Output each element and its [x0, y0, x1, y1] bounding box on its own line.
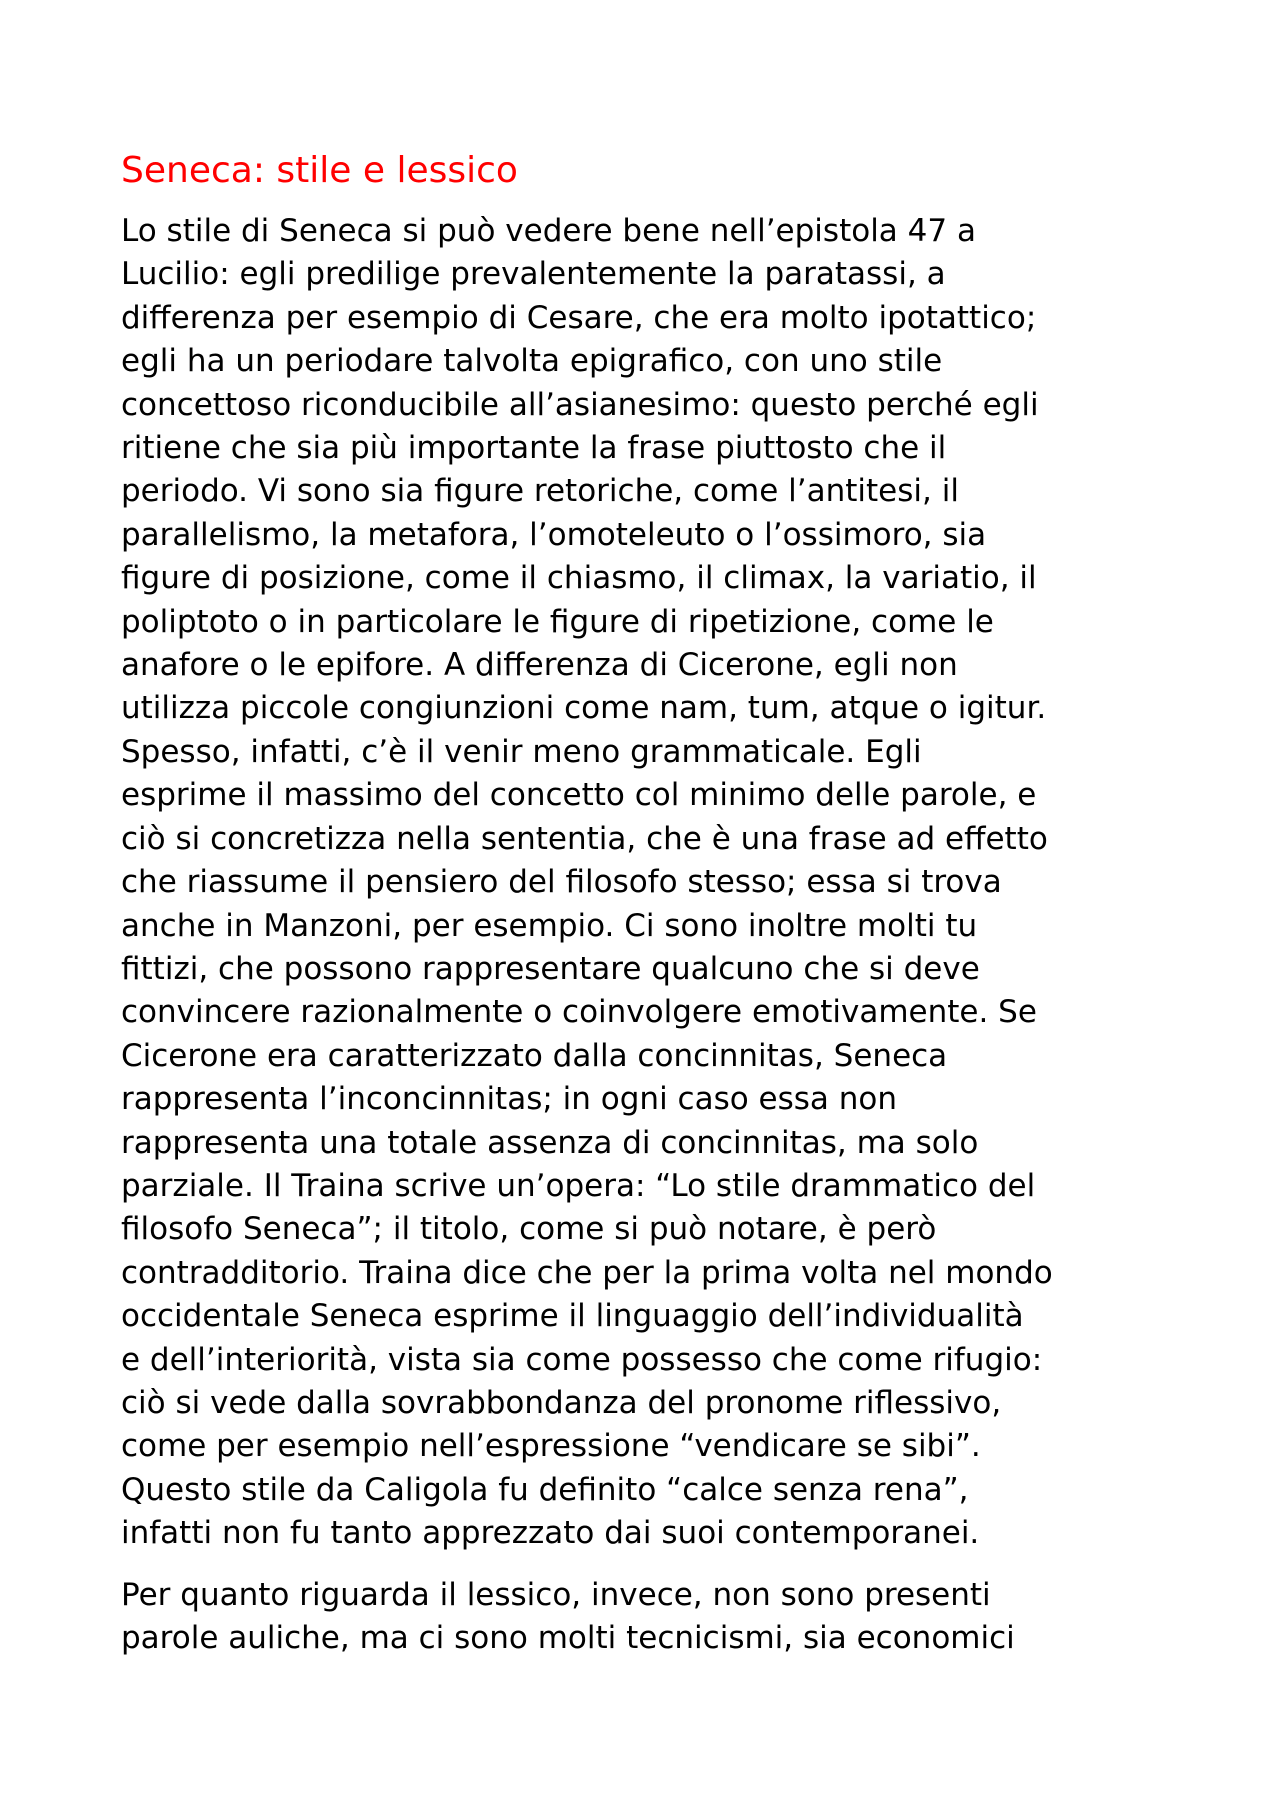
text-line: e dell’interiorità, vista sia come possesso che come rifugio: — [121, 1341, 1043, 1378]
text-line: ciò si concretizza nella sententia, che è una frase ad effetto — [121, 820, 1048, 857]
paragraph — [121, 1574, 1181, 1661]
text-line: Lucilio: egli predilige prevalentemente la paratassi, a — [121, 256, 946, 293]
text-line: anche in Manzoni, per esempio. Ci sono inoltre molti tu — [121, 907, 978, 944]
text-line: fittizi, che possono rappresentare qualcuno che si deve — [121, 950, 980, 987]
text-line: differenza per esempio di Cesare, che era molto ipotattico; — [121, 299, 1037, 336]
text-line: Per quanto riguarda il lessico, invece, non sono presenti — [121, 1576, 991, 1613]
text-line: utilizza piccole congiunzioni come nam, tum, atque o igitur. — [121, 690, 1047, 727]
text-line: Lo stile di Seneca si può vedere bene nell’epistola 47 a — [121, 213, 976, 249]
text-line: periodo. Vi sono sia figure retoriche, come l’antitesi, il — [121, 473, 959, 510]
document-title: Seneca: stile e lessico — [121, 150, 518, 191]
text-line: parole auliche, ma ci sono molti tecnicismi, sia economici — [121, 1620, 1015, 1656]
text-line: ciò si vede dalla sovrabbondanza del pronome riflessivo, — [121, 1384, 1002, 1421]
text-line: come per esempio nell’espressione “vendicare se sibi”. — [121, 1428, 981, 1465]
text-line: infatti non fu tanto apprezzato dai suoi contemporanei. — [121, 1515, 980, 1552]
text-line: Questo stile da Caligola fu definito “calce senza rena”, — [121, 1471, 969, 1508]
text-line: occidentale Seneca esprime il linguaggio dell’individualità — [121, 1298, 1024, 1335]
text-line: figure di posizione, come il chiasmo, il climax, la variatio, il — [121, 560, 1037, 597]
text-line: che riassume il pensiero del filosofo stesso; essa si trova — [121, 864, 1002, 901]
document-body — [121, 210, 1181, 1660]
text-line: parziale. Il Traina scrive un’opera: “Lo stile drammatico del — [121, 1167, 1036, 1204]
text-line: anafore o le epifore. A differenza di Cicerone, egli non — [121, 647, 958, 684]
text-line: Spesso, infatti, c’è il venir meno grammaticale. Egli — [121, 733, 922, 770]
text-line: contradditorio. Traina dice che per la prima volta nel mondo — [121, 1254, 1053, 1291]
text-line: rappresenta una totale assenza di concinnitas, ma solo — [121, 1124, 979, 1161]
text-line: egli ha un periodare talvolta epigrafico, con uno stile — [121, 343, 943, 380]
text-line: filosofo Seneca”; il titolo, come si può notare, è però — [121, 1211, 937, 1248]
text-line: esprime il massimo del concetto col minimo delle parole, e — [121, 777, 1037, 814]
text-line: concettoso riconducibile all’asianesimo: questo perché egli — [121, 386, 1039, 423]
text-line: parallelismo, la metafora, l’omoteleuto o l’ossimoro, sia — [121, 516, 987, 553]
text-line: convincere razionalmente o coinvolgere emotivamente. Se — [121, 994, 1037, 1031]
text-line: poliptoto o in particolare le figure di ripetizione, come le — [121, 603, 994, 640]
text-line: rappresenta l’inconcinnitas; in ogni caso essa non — [121, 1081, 898, 1118]
text-line: Cicerone era caratterizzato dalla concinnitas, Seneca — [121, 1037, 948, 1074]
paragraph — [121, 210, 1181, 1556]
document-content — [121, 148, 1181, 1660]
text-line: ritiene che sia più importante la frase piuttosto che il — [121, 430, 947, 467]
